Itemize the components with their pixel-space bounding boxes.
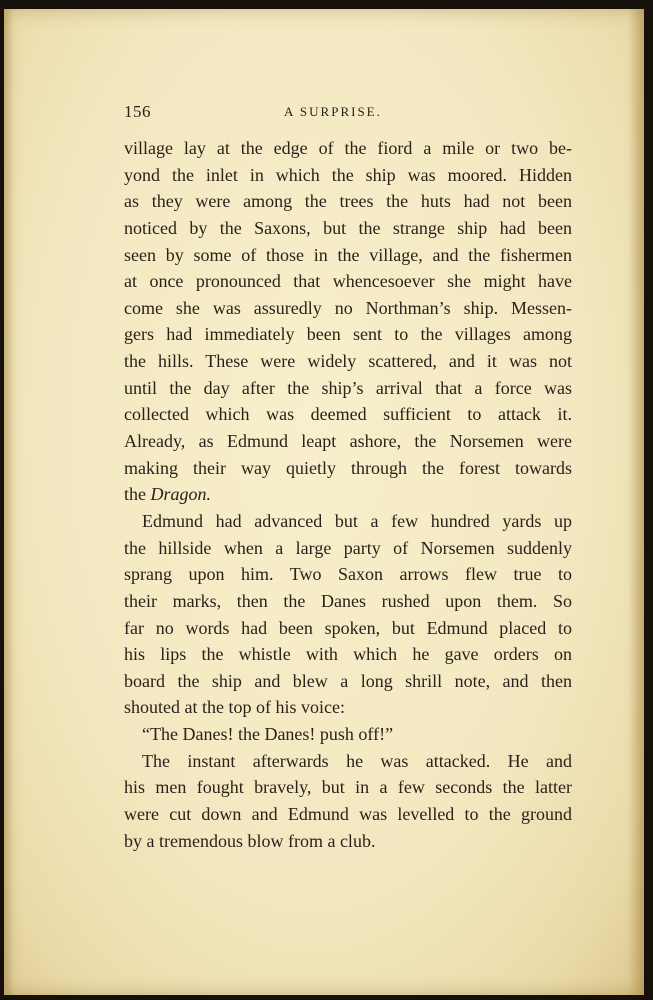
text-run: the — [124, 484, 151, 505]
text-line: far no words had been spoken, but Edmund placed to — [124, 617, 572, 638]
page-number: 156 — [124, 102, 151, 121]
body-text — [124, 135, 572, 854]
text-line: were cut down and Edmund was levelled to the ground — [124, 804, 572, 825]
text-line: as they were among the trees the huts had not been — [124, 191, 572, 212]
running-head — [124, 102, 572, 124]
text-line: board the ship and blew a long shrill note, and then — [124, 670, 572, 691]
text-line: seen by some of those in the village, and the fishermen — [124, 244, 572, 265]
text-line: The instant afterwards he was attacked. He and — [142, 750, 572, 771]
text-line: Already, as Edmund leapt ashore, the Norsemen were — [124, 431, 572, 452]
text-line: the hillside when a large party of Norsemen suddenly — [124, 537, 572, 558]
text-line: sprang upon him. Two Saxon arrows flew true to — [124, 564, 572, 585]
text-line: their marks, then the Danes rushed upon them. So — [124, 590, 572, 611]
text-line: Edmund had advanced but a few hundred yards up — [142, 510, 572, 531]
text-line — [124, 481, 572, 508]
text-line: yond the inlet in which the ship was moored. Hidden — [124, 164, 572, 185]
text-line: collected which was deemed sufficient to attack it. — [124, 404, 572, 425]
text-line: noticed by the Saxons, but the strange ship had been — [124, 217, 572, 238]
book-page — [4, 9, 644, 995]
page-shadow-left — [4, 9, 14, 995]
ship-name-italic: Dragon. — [150, 484, 212, 505]
text-line: until the day after the ship’s arrival that a force was — [124, 377, 572, 398]
text-line: his lips the whistle with which he gave orders on — [124, 644, 572, 665]
text-line: by a tremendous blow from a club. — [124, 830, 376, 851]
page-shadow-right — [628, 9, 644, 995]
text-line: village lay at the edge of the fiord a mile or two be- — [124, 138, 572, 158]
text-line: his men fought bravely, but in a few seconds the latter — [124, 777, 572, 798]
text-line: at once pronounced that whencesoever she might have — [124, 271, 572, 292]
text-line: shouted at the top of his voice: — [124, 697, 345, 718]
text-line: the hills. These were widely scattered, and it was not — [124, 351, 572, 372]
running-title: A SURPRISE. — [284, 104, 382, 119]
text-line: gers had immediately been sent to the villages among — [124, 324, 572, 345]
text-line: come she was assuredly no Northman’s ship. Messen- — [124, 297, 572, 318]
text-line: making their way quietly through the forest towards — [124, 457, 572, 478]
text-line: “The Danes! the Danes! push off!” — [142, 724, 394, 745]
